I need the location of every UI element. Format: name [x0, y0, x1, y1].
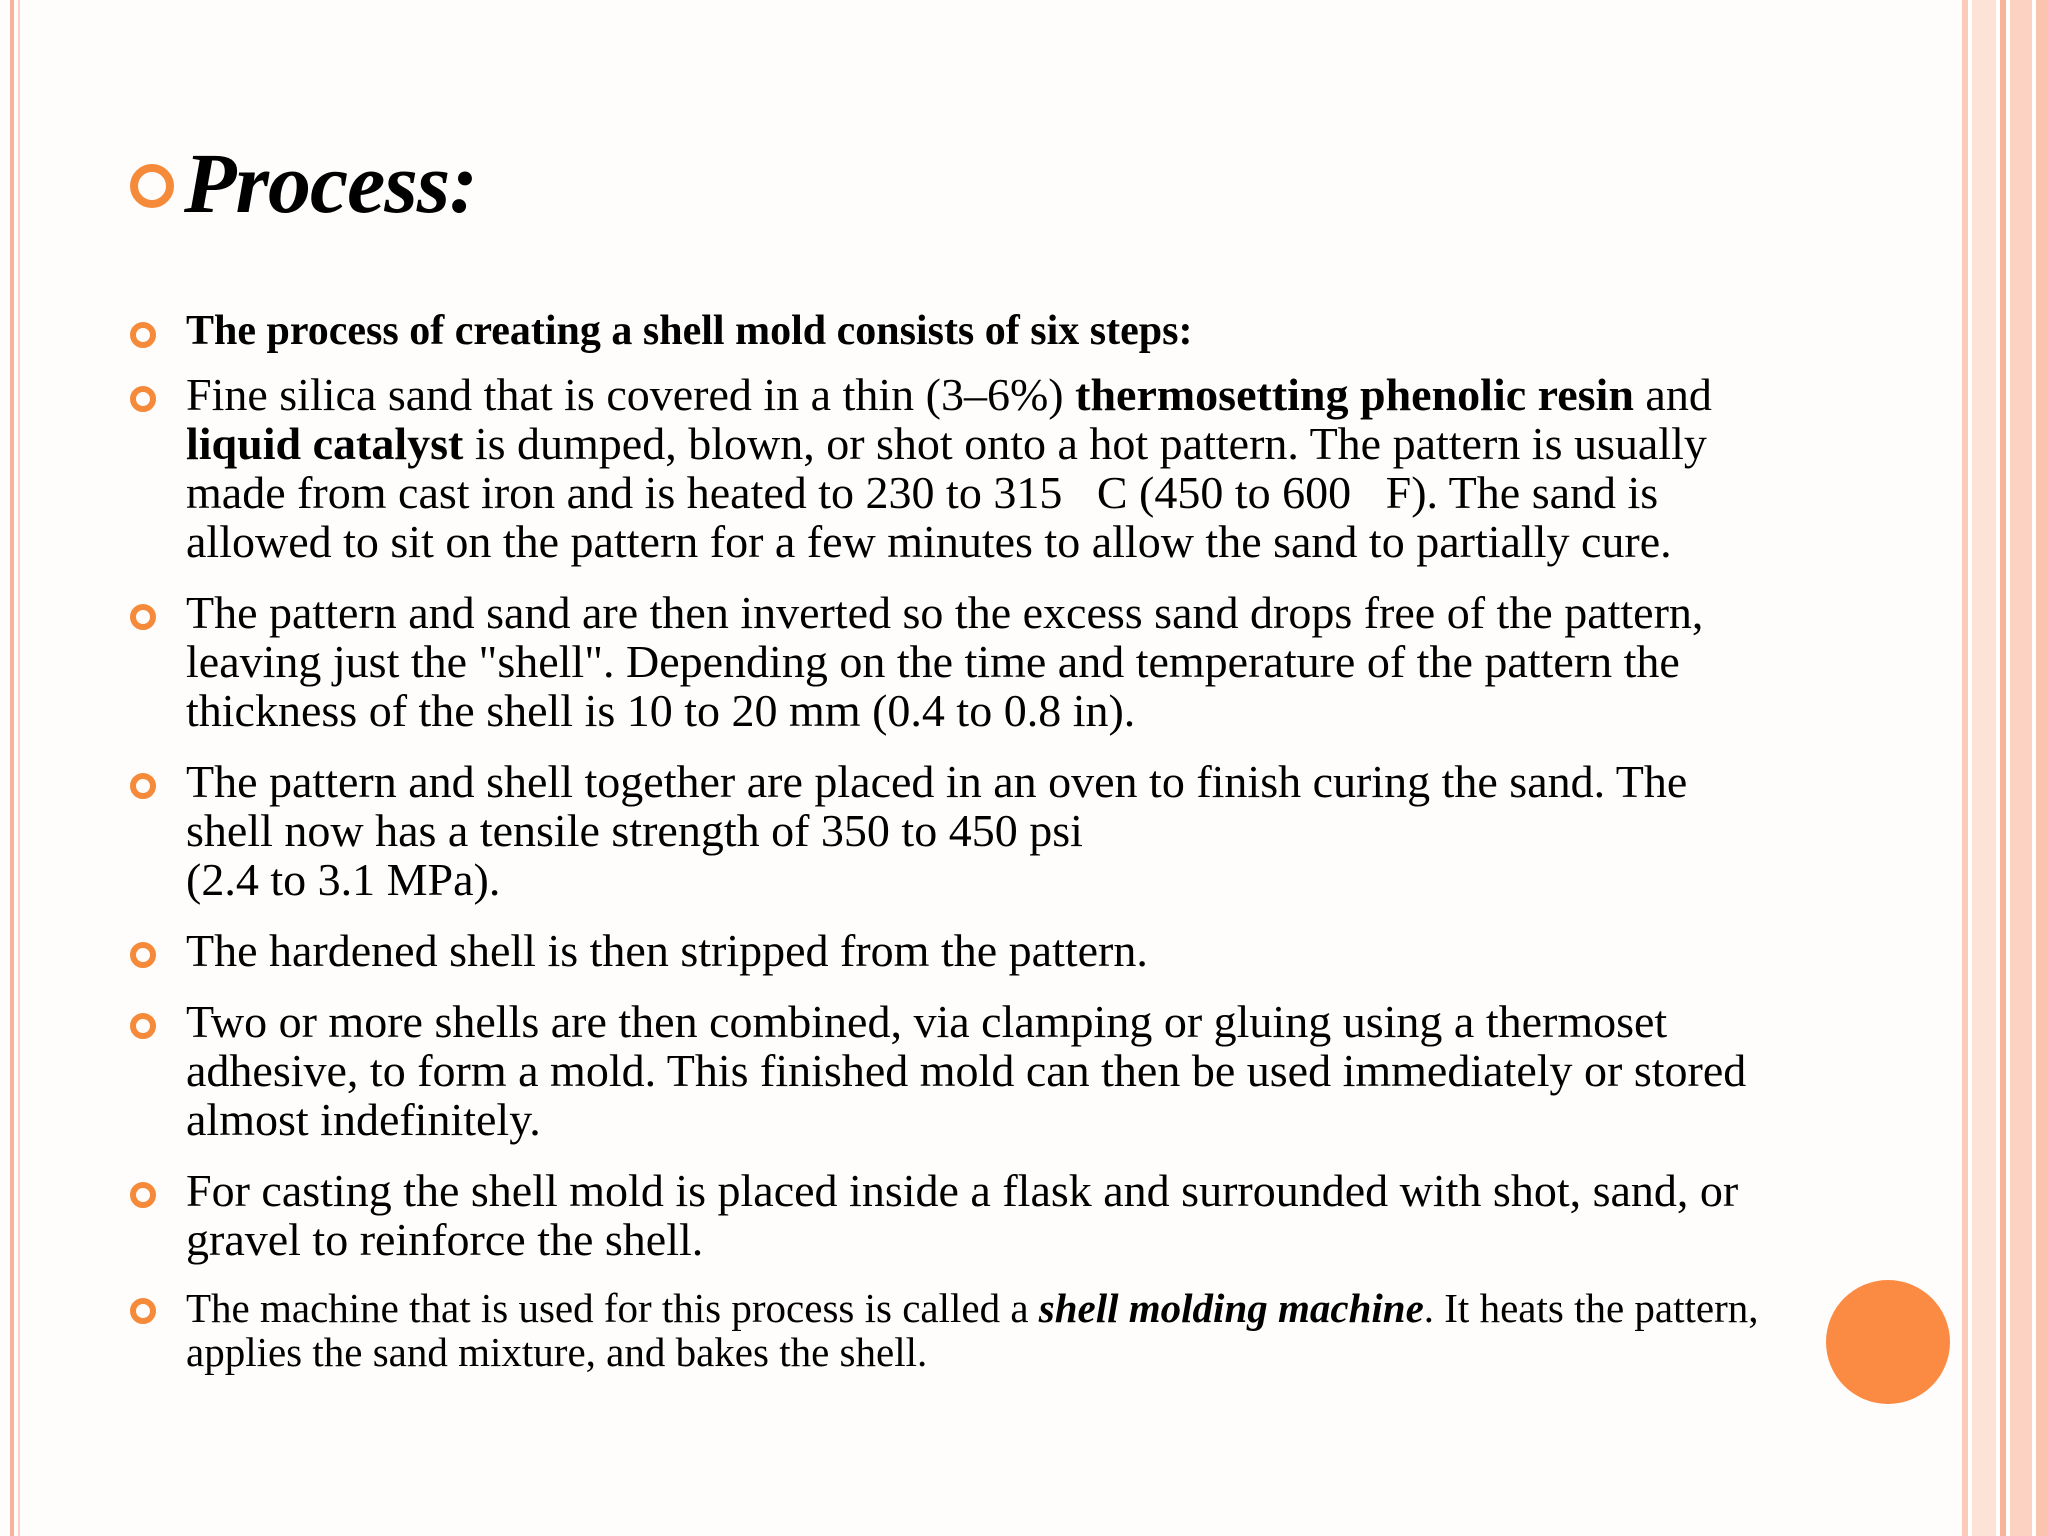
text-run: (2.4 to 3.1 MPa). [186, 854, 501, 905]
list-item [130, 588, 1770, 735]
bullet-list [130, 308, 1770, 1374]
stripe [2036, 0, 2048, 1536]
bullet-circle-icon [130, 773, 156, 799]
stripe [1962, 0, 1968, 1536]
stripe [2010, 0, 2032, 1536]
list-item [130, 1166, 1770, 1264]
list-item [130, 308, 1770, 354]
bold-italic-term-machine: shell molding machine [1038, 1285, 1424, 1331]
bullet-circle-icon [130, 1298, 156, 1324]
text-run: The machine that is used for this process is called a [186, 1285, 1039, 1331]
list-item-text: The hardened shell is then stripped from the pattern. [186, 925, 1148, 976]
text-run: is dumped, blown, or shot onto a hot pattern. The pattern is usually made from cast iron and is heated to 230 to 315 C (450 to 600 F). The sand is allowed to sit on the pattern for a few minutes to allow the sand to partially cure. [186, 418, 1707, 567]
text-run: . It heats the pattern, applies the sand mixture, and bakes the shell. [186, 1285, 1759, 1375]
bullet-circle-icon [130, 1182, 156, 1208]
list-item-text [186, 370, 1770, 566]
stripe [1972, 0, 1996, 1536]
list-item-text [186, 1286, 1770, 1374]
bullet-circle-icon [130, 386, 156, 412]
stripe [2000, 0, 2006, 1536]
right-decorative-stripes [1962, 0, 2048, 1536]
bullet-circle-icon [130, 1013, 156, 1039]
text-run: Fine silica sand that is covered in a thin (3–6%) [186, 369, 1076, 420]
bullet-circle-icon [130, 604, 156, 630]
title-bullet-icon [130, 164, 174, 208]
list-item [130, 997, 1770, 1144]
list-item-text: The pattern and sand are then inverted so the excess sand drops free of the pattern, leaving just the "shell". Depending on the time and temperature of the pattern the thickness of the shell is 10 to 20 mm (0.4 to 0.8 in). [186, 587, 1704, 736]
title-text: Process: [184, 135, 477, 231]
list-item-text [186, 757, 1770, 904]
left-border-line-inner [18, 0, 20, 1536]
bullet-circle-icon [130, 322, 156, 348]
list-item [130, 1286, 1770, 1374]
list-item [130, 757, 1770, 904]
list-item-text: The process of creating a shell mold consists of six steps: [186, 308, 1193, 354]
slide-title [130, 128, 477, 238]
list-item [130, 370, 1770, 566]
text-run: and [1633, 369, 1712, 420]
text-run: The pattern and shell together are placed in an oven to finish curing the sand. The shell now has a tensile strength of 350 to 450 psi [186, 756, 1688, 856]
bold-term-resin: thermosetting phenolic resin [1075, 369, 1634, 420]
bold-term-catalyst: liquid catalyst [186, 418, 464, 469]
list-item-text: For casting the shell mold is placed inside a flask and surrounded with shot, sand, or gravel to reinforce the shell. [186, 1165, 1739, 1265]
list-item [130, 926, 1770, 975]
list-item-text: Two or more shells are then combined, via clamping or gluing using a thermoset adhesive, to form a mold. This finished mold can then be used immediately or stored almost indefinitely. [186, 996, 1747, 1145]
bullet-circle-icon [130, 942, 156, 968]
decorative-circle [1826, 1280, 1950, 1404]
left-border-line [10, 0, 14, 1536]
